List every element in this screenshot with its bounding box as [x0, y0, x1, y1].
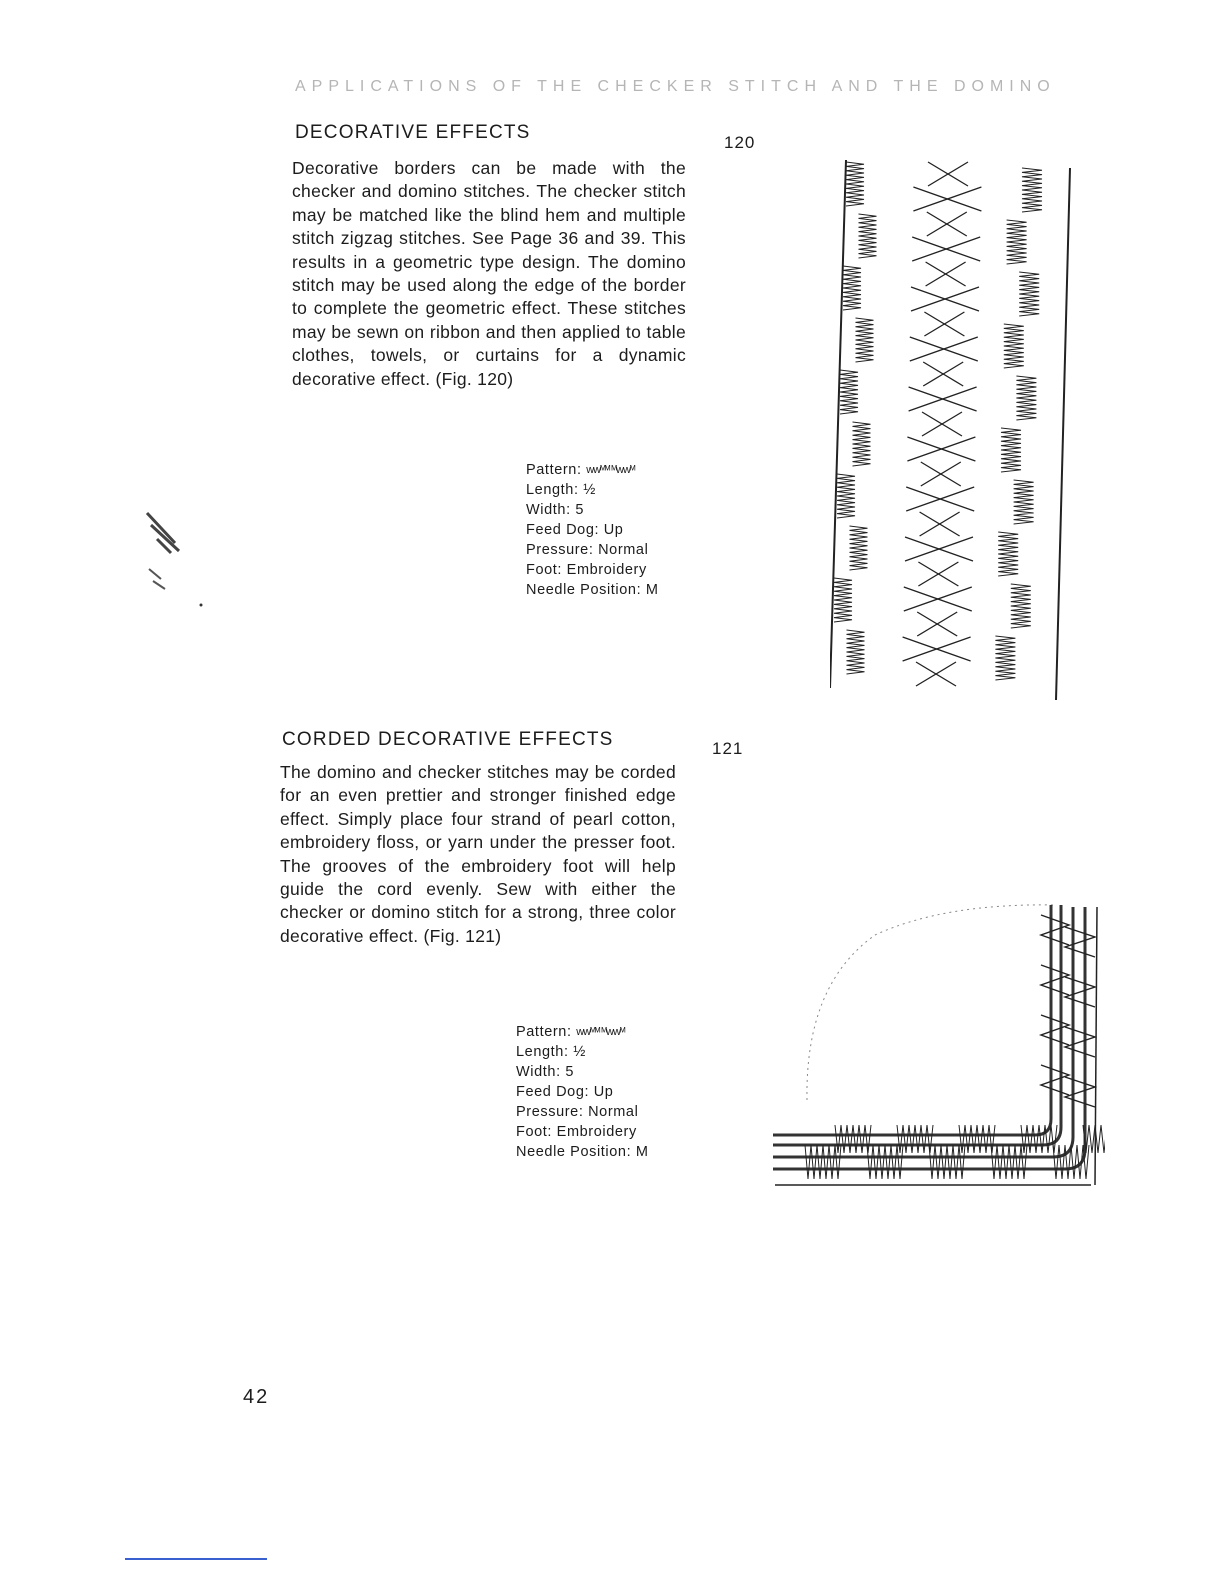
domino-zigzag-stitch: [912, 249, 980, 261]
domino-zigzag-stitch: [912, 237, 980, 249]
checker-stitch-block: [1011, 584, 1031, 628]
domino-zigzag-stitch: [927, 212, 967, 224]
checker-stitch-block: [929, 1145, 965, 1179]
figure-number-121: 121: [712, 739, 744, 758]
checker-stitch-block: [856, 318, 874, 362]
domino-zigzag-stitch: [918, 562, 958, 574]
domino-zigzag-stitch: [907, 449, 975, 461]
scan-smudge-mark: [135, 505, 215, 615]
checker-stitch-block: [991, 1145, 1027, 1179]
domino-zigzag-stitch: [1065, 1077, 1095, 1107]
cord-line: [773, 905, 1051, 1135]
checker-stitch-block: [853, 422, 871, 466]
checker-stitch-block: [837, 474, 855, 518]
domino-zigzag-stitch: [911, 299, 979, 311]
checker-stitch-block: [843, 266, 861, 310]
domino-zigzag-stitch: [928, 174, 968, 186]
feed-dog-setting: Feed Dog: Up: [526, 522, 624, 538]
domino-zigzag-stitch: [917, 612, 957, 624]
machine-settings-120: [526, 460, 659, 600]
needle-position-setting: Needle Position: M: [526, 582, 659, 598]
checker-stitch-block: [1022, 168, 1042, 212]
domino-zigzag-stitch: [1041, 915, 1069, 945]
domino-zigzag-stitch: [904, 599, 972, 611]
checker-stitch-block: [1053, 1145, 1089, 1179]
feed-dog-setting: Feed Dog: Up: [516, 1084, 614, 1100]
checker-stitch-block: [1014, 480, 1034, 524]
domino-zigzag-stitch: [921, 474, 961, 486]
cord-line: [773, 905, 1061, 1145]
width-setting: Width: 5: [516, 1064, 574, 1080]
domino-zigzag-stitch: [909, 387, 977, 399]
checker-stitch-block: [1001, 428, 1021, 472]
figure-121-corded-corner-illustration: [765, 895, 1105, 1195]
pressure-setting: Pressure: Normal: [526, 542, 649, 558]
domino-zigzag-stitch: [916, 674, 956, 686]
domino-zigzag-stitch: [1041, 1015, 1069, 1045]
checker-stitch-block: [998, 532, 1018, 576]
domino-zigzag-stitch: [910, 337, 978, 349]
checker-stitch-block: [840, 370, 858, 414]
checker-stitch-block: [1016, 376, 1036, 420]
domino-zigzag-stitch: [927, 224, 967, 236]
pattern-symbols: ᴡᴡᴹᴹ ᴹᴡᴡᴹ: [586, 464, 635, 476]
domino-zigzag-stitch: [913, 187, 981, 199]
checker-stitch-block: [1019, 272, 1039, 316]
domino-zigzag-stitch: [920, 512, 960, 524]
domino-zigzag-stitch: [917, 624, 957, 636]
domino-zigzag-stitch: [921, 462, 961, 474]
section-heading-decorative-effects: DECORATIVE EFFECTS: [295, 122, 531, 143]
domino-zigzag-stitch: [918, 574, 958, 586]
checker-stitch-block: [805, 1145, 841, 1179]
length-setting: Length: ½: [516, 1044, 586, 1060]
figure-120-border-illustration: [830, 148, 1080, 708]
domino-zigzag-stitch: [1065, 1027, 1095, 1057]
domino-zigzag-stitch: [922, 424, 962, 436]
pattern-setting: Pattern: ᴡᴡᴹᴹ ᴹᴡᴡᴹ: [526, 462, 635, 478]
domino-zigzag-stitch: [905, 537, 973, 549]
domino-zigzag-stitch: [903, 649, 971, 661]
domino-zigzag-stitch: [904, 587, 972, 599]
domino-zigzag-stitch: [924, 324, 964, 336]
checker-stitch-block: [995, 636, 1015, 680]
domino-zigzag-stitch: [907, 437, 975, 449]
domino-zigzag-stitch: [906, 499, 974, 511]
domino-zigzag-stitch: [926, 274, 966, 286]
domino-zigzag-stitch: [923, 362, 963, 374]
domino-zigzag-stitch: [923, 374, 963, 386]
domino-zigzag-stitch: [1041, 1065, 1069, 1095]
foot-setting: Foot: Embroidery: [516, 1124, 637, 1140]
domino-zigzag-stitch: [905, 549, 973, 561]
running-header: APPLICATIONS OF THE CHECKER STITCH AND THE DOMINO: [295, 78, 1056, 95]
pressure-setting: Pressure: Normal: [516, 1104, 639, 1120]
needle-position-setting: Needle Position: M: [516, 1144, 649, 1160]
checker-stitch-block: [859, 214, 877, 258]
checker-stitch-block: [847, 630, 865, 674]
border-edge-right: [1056, 168, 1070, 700]
domino-zigzag-stitch: [1041, 965, 1069, 995]
checker-stitch-block: [846, 162, 864, 206]
domino-zigzag-stitch: [911, 287, 979, 299]
fabric-outline: [807, 905, 1055, 1100]
checker-stitch-block: [850, 526, 868, 570]
domino-zigzag-stitch: [916, 662, 956, 674]
checker-stitch-block: [1007, 220, 1027, 264]
length-setting: Length: ½: [526, 482, 596, 498]
figure-number-120: 120: [724, 133, 756, 152]
domino-zigzag-stitch: [913, 199, 981, 211]
page-number: 42: [243, 1386, 270, 1408]
domino-zigzag-stitch: [906, 487, 974, 499]
width-setting: Width: 5: [526, 502, 584, 518]
domino-zigzag-stitch: [926, 262, 966, 274]
section-body-corded-decorative-effects: The domino and checker stitches may be corded for an even prettier and stronger finished edge effect. Simply place four strand of pearl cotton, embroidery floss, or yarn under the presser foot. The grooves of the embroidery foot will help guide the cord evenly. Sew with either the checker or domino stitch for a strong, three color decorative effect. (Fig. 121): [280, 762, 676, 946]
checker-stitch-block: [834, 578, 852, 622]
domino-zigzag-stitch: [924, 312, 964, 324]
machine-settings-121: [516, 1022, 649, 1162]
pattern-symbols: ᴡᴡᴹᴹ ᴹᴡᴡᴹ: [576, 1026, 625, 1038]
domino-zigzag-stitch: [1065, 927, 1095, 957]
domino-zigzag-stitch: [903, 637, 971, 649]
foot-setting: Foot: Embroidery: [526, 562, 647, 578]
domino-zigzag-stitch: [928, 162, 968, 174]
domino-zigzag-stitch: [909, 399, 977, 411]
section-heading-corded-decorative-effects: CORDED DECORATIVE EFFECTS: [282, 729, 614, 750]
domino-zigzag-stitch: [910, 349, 978, 361]
section-body-decorative-effects: Decorative borders can be made with the checker and domino stitches. The checker stitch may be matched like the blind hem and multiple stitch zigzag stitches. See Page 36 and 39. This results in a geometric type design. The domino stitch may be used along the edge of the border to complete the geometric effect. These stitches may be sewn on ribbon and then applied to table clothes, towels, or curtains for a dynamic decorative effect. (Fig. 120): [292, 158, 686, 389]
pattern-setting: Pattern: ᴡᴡᴹᴹ ᴹᴡᴡᴹ: [516, 1024, 625, 1040]
checker-stitch-block: [1004, 324, 1024, 368]
domino-zigzag-stitch: [1065, 977, 1095, 1007]
checker-stitch-block: [867, 1145, 903, 1179]
cord-line: [773, 907, 1073, 1157]
domino-zigzag-stitch: [920, 524, 960, 536]
bottom-divider: [125, 1558, 267, 1560]
domino-zigzag-stitch: [922, 412, 962, 424]
